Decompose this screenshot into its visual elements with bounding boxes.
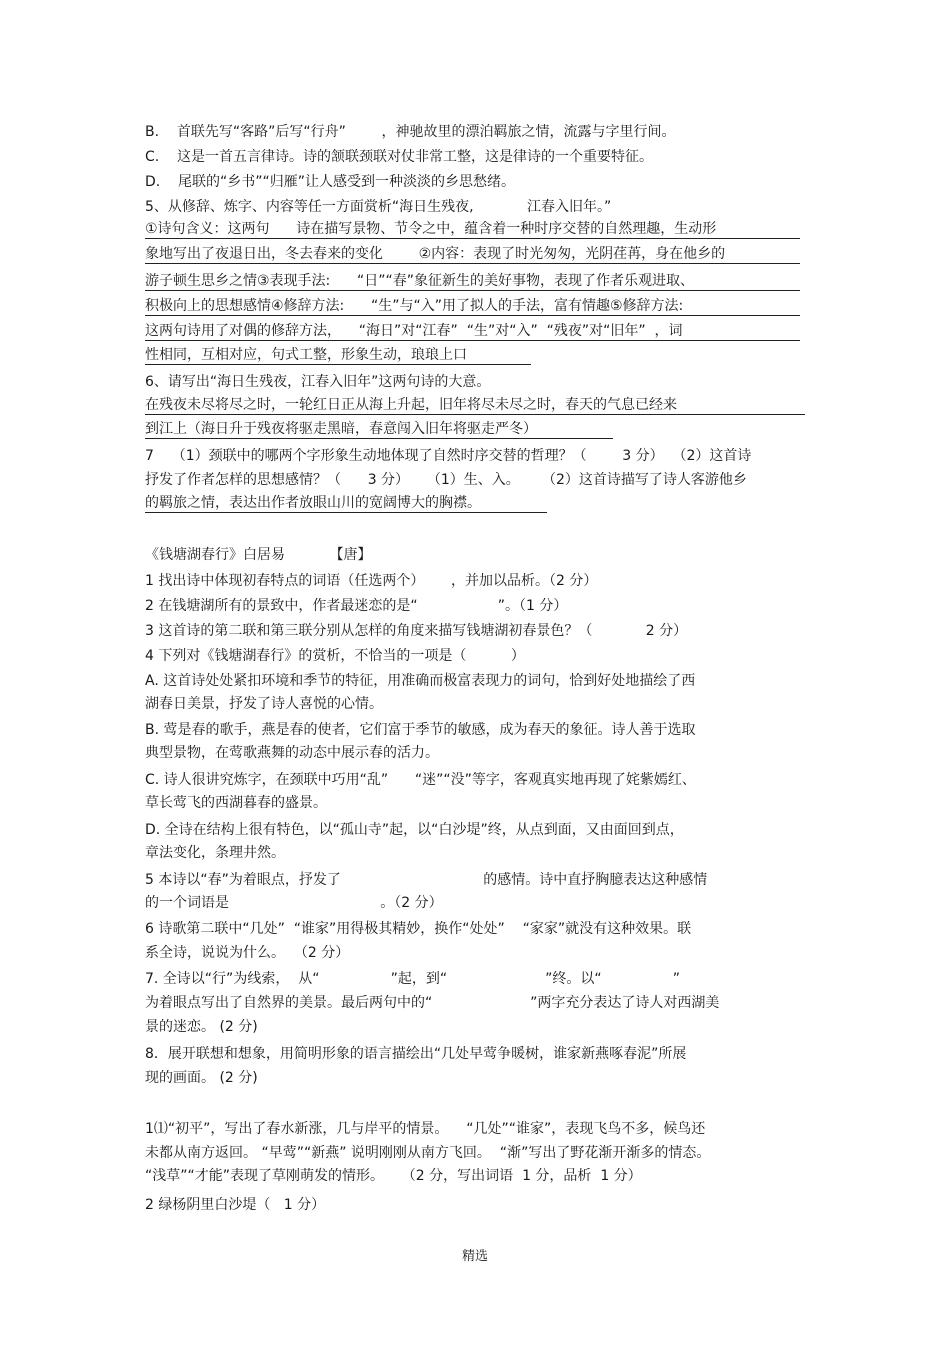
answer-5-line-4: 积极向上的思想感情④修辞方法: “生”与“入”用了拟人的手法，富有情趣⑤修辞方法: (145, 297, 800, 316)
answer-1-line-2: 未都从南方返回。 “早莺”“新燕” 说明刚刚从南方飞回。 “渐”写出了野花渐开渐多的情态。 (145, 1145, 711, 1161)
q4-option-d-line-2: 章法变化，条理井然。 (145, 845, 285, 861)
q4-option-c-line-1: C. 诗人很讲究炼字，在颈联中巧用“乱” “迷”“没”等字，客观真实地再现了姹紫嫣红、 (145, 772, 696, 788)
answer-5-line-6: 性相同，互相对应，句式工整，形象生动，琅琅上口 (145, 346, 531, 365)
q3-line: 3 这首诗的第二联和第三联分别从怎样的角度来描写钱塘湖初春景色？（ 2 分） (145, 623, 688, 639)
q7-line-3: 景的迷恋。 (2 分) (145, 1019, 258, 1035)
option-d-line: D. 尾联的“乡书”“归雁”让人感受到一种淡淡的乡思愁绪。 (145, 174, 516, 190)
q7-line-1: 7. 全诗以“行”为线索， 从“ ”起，到“ ”终。以“ ” (145, 971, 681, 987)
q4-line: 4 下列对《钱塘湖春行》的赏析，不恰当的一项是（ ） (145, 648, 525, 664)
q4-option-a-line-2: 湖春日美景，抒发了诗人喜悦的心情。 (145, 696, 383, 712)
answer-6-line-2: 到江上（海日升于残夜将驱走黑暗，春意闯入旧年将驱走严冬） (145, 420, 613, 439)
q4-option-d-line-1: D. 全诗在结构上很有特色，以“孤山寺”起，以“白沙堤”终，从点到面，又由面回到点， (145, 822, 684, 838)
q5-line-1: 5 本诗以“春”为着眼点，抒发了 的感情。诗中直抒胸臆表达这种感情 (145, 872, 708, 888)
answer-1-line-1: 1⑴“初平”，写出了春水新涨，几与岸平的情景。 “几处”“谁家”，表现飞鸟不多，候鸟还 (145, 1121, 706, 1137)
answer-1-line-3: “浅草”“才能”表现了草刚萌发的情形。 （2 分，写出词语 1 分，品析 1 分） (145, 1168, 642, 1184)
question-7-line-1: 7 （1）颈联中的哪两个字形象生动地体现了自然时序交替的哲理？（ 3 分） （2）这首诗 (145, 448, 752, 464)
answer-7-line: 的羁旅之情，表达出作者放眼山川的宽阔博大的胸襟。 (145, 494, 547, 513)
q1-line: 1 找出诗中体现初春特点的词语（任选两个） ，并加以品析。（2 分） (145, 573, 598, 589)
q5-line-2: 的一个词语是 。（2 分） (145, 895, 443, 911)
q6-line-2: 系全诗，说说为什么。 （2 分） (145, 945, 350, 961)
question-7-line-2: 抒发了作者怎样的思想感情？（ 3 分） （1）生、入。 （2）这首诗描写了诗人客游他乡 (145, 472, 747, 488)
answer-5-line-1: ①诗句含义：这两句 诗在描写景物、节令之中，蕴含着一种时序交替的自然理趣，生动形 (145, 220, 800, 239)
answer-5-line-2: 象地写出了夜退日出，冬去春来的变化 ②内容：表现了时光匆匆，光阴荏苒，身在他乡的 (145, 245, 800, 264)
q6-line-1: 6 诗歌第二联中“几处” “谁家”用得极其精妙，换作“处处” “家家”就没有这种效果。联 (145, 921, 692, 937)
q4-option-c-line-2: 草长莺飞的西湖暮春的盛景。 (145, 795, 327, 811)
q8-line-1: 8．展开联想和想象，用简明形象的语言描绘出“几处早莺争暖树，谁家新燕啄春泥”所展 (145, 1046, 687, 1062)
answer-5-line-3: 游子顿生思乡之情③表现手法: “日”“春”象征新生的美好事物，表现了作者乐观进取、 (145, 272, 800, 291)
answer-6-line-1: 在残夜未尽将尽之时，一轮红日正从海上升起，旧年将尽未尽之时，春天的气息已经来 (145, 396, 805, 415)
poem-title: 《钱塘湖春行》白居易 【唐】 (145, 547, 372, 563)
question-5-line: 5、从修辞、炼字、内容等任一方面赏析“海日生残夜, 江春入旧年。” (145, 199, 612, 215)
question-6-line: 6、请写出“海日生残夜，江春入旧年”这两句诗的大意。 (145, 374, 491, 390)
q4-option-b-line-2: 典型景物，在莺歌燕舞的动态中展示春的活力。 (145, 745, 439, 761)
page-footer: 精选 (461, 1249, 488, 1264)
q2-line: 2 在钱塘湖所有的景致中，作者最迷恋的是“ ”。（1 分） (145, 598, 568, 614)
option-b-line: B. 首联先写“客路”后写“行舟” ，神驰故里的漂泊羁旅之情，流露与字里行间。 (145, 124, 676, 140)
q7-line-2: 为着眼点写出了自然界的美景。最后两句中的“ ”两字充分表达了诗人对西湖美 (145, 995, 720, 1011)
answer-5-line-5: 这两句诗用了对偶的修辞方法， “海日”对“江春” “生”对“入” “残夜”对“旧年” ，词 (145, 322, 800, 341)
option-c-line: C. 这是一首五言律诗。诗的颔联颈联对仗非常工整，这是律诗的一个重要特征。 (145, 149, 654, 165)
q8-line-2: 现的画面。 (2 分) (145, 1070, 258, 1086)
q4-option-b-line-1: B. 莺是春的歌手，燕是春的使者，它们富于季节的敏感，成为春天的象征。诗人善于选取 (145, 722, 696, 738)
answer-2-line: 2 绿杨阴里白沙堤（ 1 分） (145, 1197, 326, 1213)
q4-option-a-line-1: A. 这首诗处处紧扣环境和季节的特征，用准确而极富表现力的词句，恰到好处地描绘了西 (145, 673, 696, 689)
